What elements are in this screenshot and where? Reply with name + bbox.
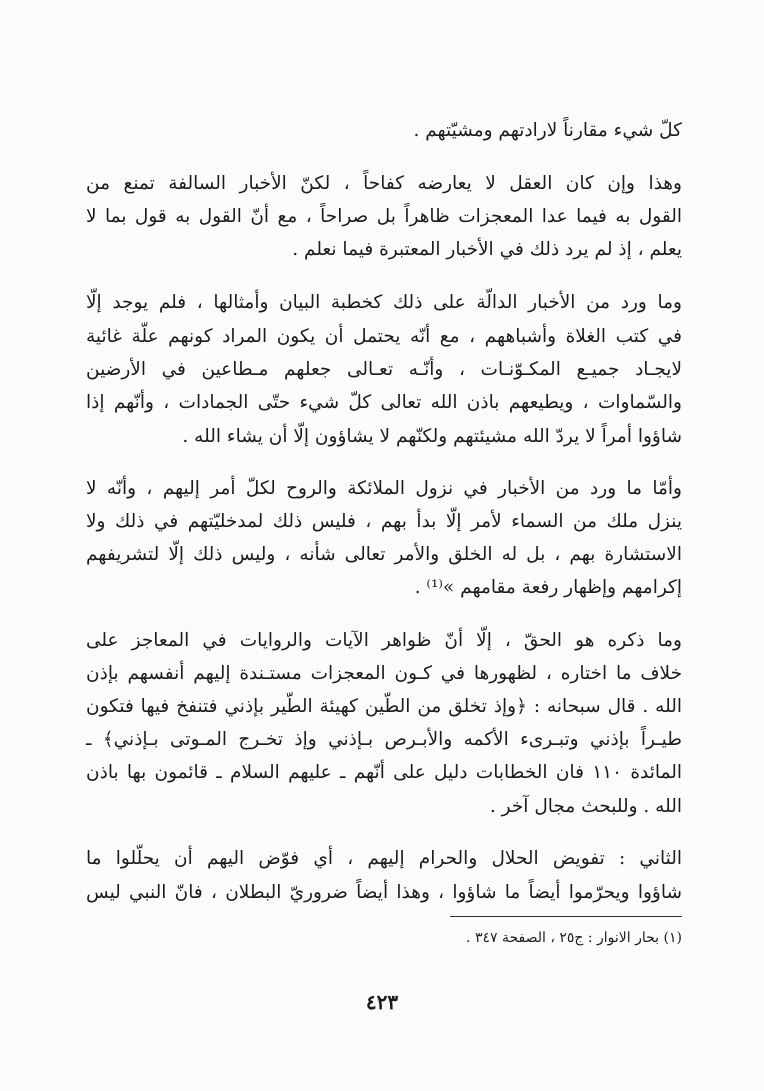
text-line: وما ورد من الأخبار الدالّة على ذلك كخطبة البيان وأمثالها ، فلم يوجد إلّا	[86, 292, 682, 313]
text-line: إكرامهم وإظهار رفعة مقامهم »⁽¹⁾ .	[414, 577, 682, 598]
text-line: شاؤوا أمراً لا يردّ الله مشيئتهم ولكنّهم لا يشاؤون إلّا أن يشاء الله .	[182, 426, 682, 447]
text-line: المائدة ١١٠ فان الخطابات دليل على أنّهم ـ عليهم السلام ـ قائمون بها باذن	[86, 762, 682, 783]
text-line: وأمّا ما ورد من الأخبار في نزول الملائكة والروح لكلّ أمر إليهم ، وأنّه لا	[86, 478, 682, 499]
footnote-divider	[450, 916, 682, 917]
text-line: والسّماوات ، ويطيعهم باذن الله تعالى كلّ شيء حتّى الجمادات ، وأنّهم إذا	[86, 392, 682, 413]
text-line: يعلم ، إذ لم يرد ذلك في الأخبار المعتبرة فيما نعلم .	[292, 239, 682, 260]
text-line: وهذا وإن كان العقل لا يعارضه كفاحاً ، لكنّ الأخبار السالفة تمنع من	[86, 173, 682, 194]
text-line: خلاف ما اختاره ، لظهورها في كـون المعجزات مستـندة إليهم أنفسهم بإذن	[86, 663, 682, 684]
text-line: الاستشارة بهم ، بل له الخلق والأمر تعالى شأنه ، وليس ذلك إلّا لتشريفهم	[86, 544, 682, 565]
text-line: ينزل ملك من السماء لأمر إلّا بدأ بهم ، فليس ذلك لمدخليّتهم في ذلك ولا	[86, 511, 682, 532]
text-line: الله . وللبحث مجال آخر .	[489, 796, 682, 817]
footnote: (١) بحار الانوار : ج٢٥ ، الصفحة ٣٤٧ .	[466, 930, 682, 946]
text-line: طيـراً بإذني وتبـرىء الأكمه والأبـرص بـإذني وإذ تخـرج المـوتى بـإذني﴾ ـ	[86, 729, 682, 750]
text-line: الثاني : تفويض الحلال والحرام إليهم ، أي فوّض اليهم أن يحلّلوا ما	[86, 848, 682, 869]
text-line: كلّ شيء مقارناً لارادتهم ومشيّتهم .	[413, 120, 682, 141]
text-line: الله . قال سبحانه : ﴿وإذ تخلق من الطّين كهيئة الطّير بإذني فتنفخ فيها فتكون	[86, 696, 682, 717]
text-line: وما ذكره هو الحقّ ، إلّا أنّ ظواهر الآيات والروايات في المعاجز على	[86, 630, 682, 651]
page-number: ٤٢٣	[365, 990, 399, 1014]
text-line: في كتب الغلاة وأشباههم ، مع أنّه يحتمل أن يكون المراد كونهم علّة غائية	[86, 326, 682, 347]
text-line: لايجـاد جميـع المكـوّنـات ، وأنّـه تعـالى جعلهم مـطاعين في الأرضين	[86, 359, 682, 380]
text-line: شاؤوا ويحرّموا أيضاً ما شاؤوا ، وهذا أيضاً ضروريّ البطلان ، فانّ النبي ليس	[86, 882, 682, 903]
text-line: القول به فيما عدا المعجزات ظاهراً بل صراحاً ، مع أنّ القول به قول بما لا	[86, 206, 682, 227]
